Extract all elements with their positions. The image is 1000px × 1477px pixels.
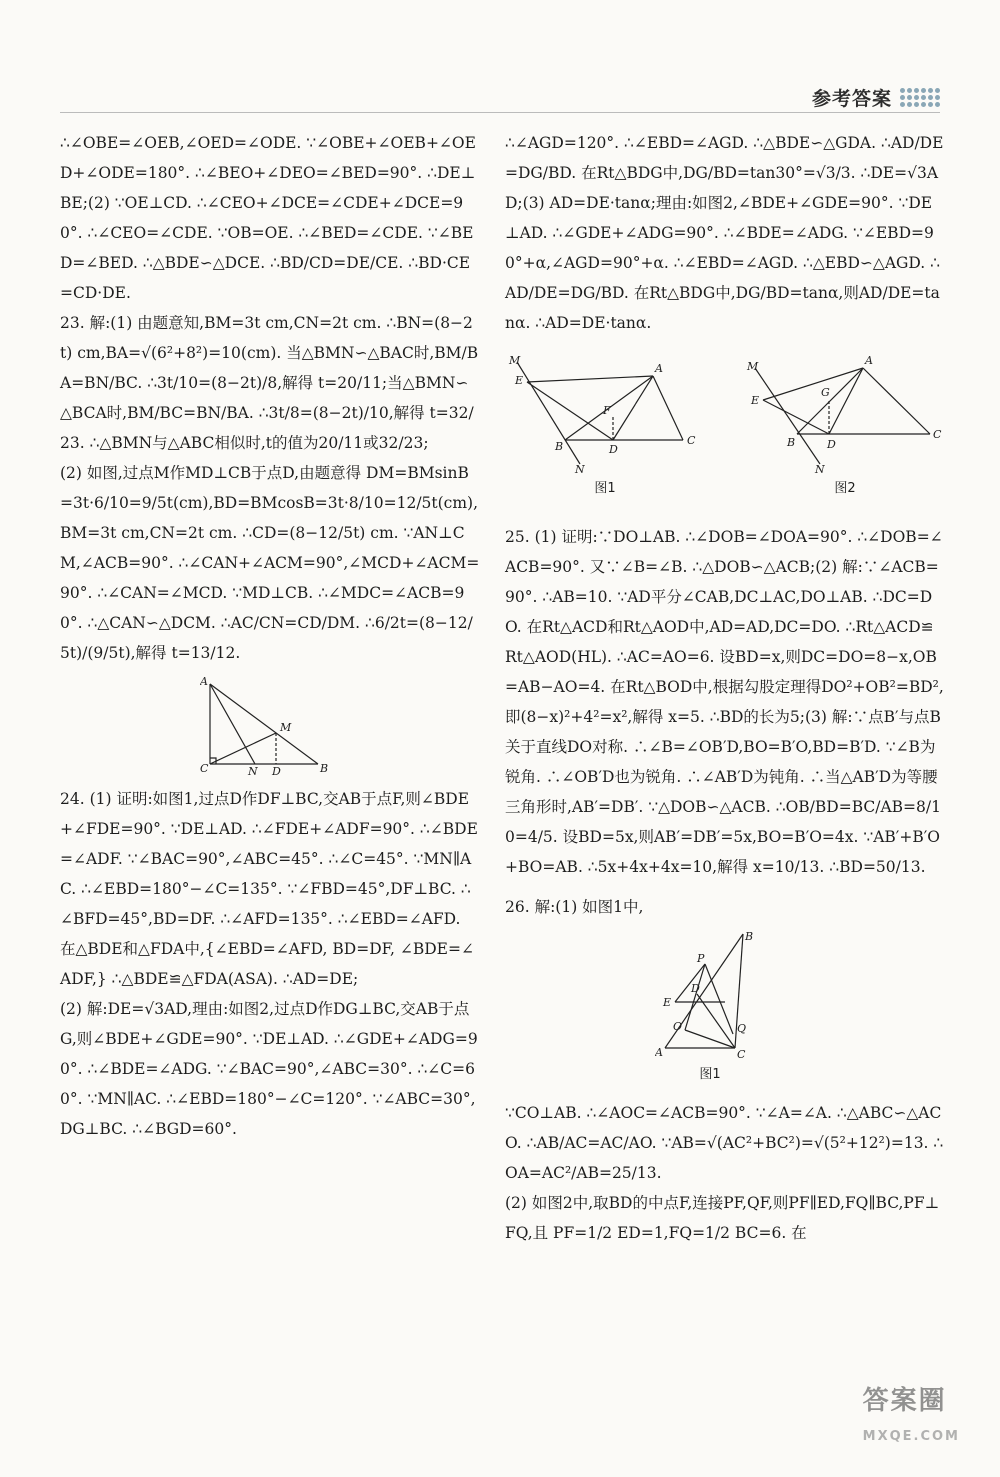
header-rule [60,112,940,113]
fig26-1-label-d: D [691,982,700,995]
fig26-1-label-b: B [745,930,754,943]
answer-22-end: ∴∠OBE=∠OEB,∠OED=∠ODE. ∵∠OBE+∠OEB+∠OED+∠ODE=180°. ∴∠BEO+∠DEO=∠BED=90°. ∴DE⊥BE;(2) ∵OE⊥CD. ∴∠CEO+∠DCE=∠CDE+∠DCE=90°. ∴∠CEO=∠CDE. ∵OB=OE. ∴∠BED=∠CDE. ∵∠BED=∠BED. ∴△BDE∽△DCE. ∴BD/CD=DE/CE. ∴BD·CE=CD·DE. [60,134,476,302]
fig26-1-label-e: E [663,996,672,1009]
figure-24-2 [745,354,945,504]
fig24-2-label-e: E [751,394,760,407]
fig24-1-label-e: E [515,374,524,387]
right-column [505,128,945,1248]
fig23-label-c: C [200,762,209,775]
answer-26-part1: ∵CO⊥AB. ∴∠AOC=∠ACB=90°. ∵∠A=∠A. ∴△ABC∽△ACO. ∴AB/AC=AC/AO. ∵AB=√(AC²+BC²)=√(5²+12²)=13. ∴OA=AC²/AB=25/13. [505,1104,944,1182]
fig23-label-n: N [248,765,258,776]
answer-25: 25. (1) 证明:∵DO⊥AB. ∴∠DOB=∠DOA=90°. ∴∠DOB=∠ACB=90°. 又∵∠B=∠B. ∴△DOB∽△ACB;(2) 解:∵∠ACB=90°. ∴AB=10. ∵AD平分∠CAB,DC⊥AC,DO⊥AB. ∴DC=DO. 在Rt△ACD和Rt△AOD中,AD=AD,DC=DO. ∴Rt△ACD≌Rt△AOD(HL). ∴AC=AO=6. 设BD=x,则DC=DO=8−x,OB=AB−AO=4. 在Rt△BOD中,根据勾股定理得DO²+OB²=BD²,即(8−x)²+4²=x²,解得 x=5. ∴BD的长为5;(3) 解:∵点B′与点B关于直线DO对称. ∴∠B=∠OB′D,BO=B′O,BD=B′D. ∵∠B为锐角. ∴∠OB′D也为锐角. ∴∠AB′D为钝角. ∴当△AB′D为等腰三角形时,AB′=DB′. ∵△DOB∽△ACB. ∴OB/BD=BC/AB=8/10=4/5. 设BD=5x,则AB′=DB′=5x,BO=B′O=4x. ∵AB′+B′O+BO=AB. ∴5x+4x+4x=10,解得 x=10/13. ∴BD=50/13. [505,528,944,876]
fig24-1-label-f: F [603,404,611,417]
fig24-2-label-c: C [933,428,942,441]
fig23-label-m: M [280,721,292,734]
fig26-1-label-q: Q [737,1022,747,1035]
answer-24-part1: 24. (1) 证明:如图1,过点D作DF⊥BC,交AB于点F,则∠BDE+∠FDE=90°. ∵DE⊥AD. ∴∠FDE+∠ADF=90°. ∴∠BDE=∠ADF. ∵∠BAC=90°,∠ABC=45°. ∴∠C=45°. ∵MN∥AC. ∴∠EBD=180°−∠C=135°. ∵∠FBD=45°,DF⊥BC. ∴∠BFD=45°,BD=DF. ∴∠AFD=135°. ∴∠EBD=∠AFD. 在△BDE和△FDA中,{∠EBD=∠AFD, BD=DF, ∠BDE=∠ADF,} ∴△BDE≌△FDA(ASA). ∴AD=DE; [60,790,478,988]
fig23-label-b: B [320,762,329,775]
watermark-site: MXQE.COM [862,1429,960,1444]
answer-24-part2: (2) 解:DE=√3AD,理由:如图2,过点D作DG⊥BC,交AB于点G,则∠BDE+∠GDE=90°. ∵DE⊥AD. ∴∠GDE+∠ADG=90°. ∴∠BDE=∠ADG. ∵∠BAC=90°,∠ABC=30°. ∴∠C=60°. ∵MN∥AC. ∴∠EBD=180°−∠C=120°. ∵∠ABC=30°,DG⊥BC. ∴∠BGD=60°. [60,1000,478,1138]
fig24-1-label-m: M [509,354,521,367]
watermark-logo [863,1380,960,1447]
fig24-1-label-d: D [609,443,618,456]
fig24-2-label-g: G [821,386,830,399]
figure-26-1-caption: 图1 [699,1067,721,1082]
figure-24-1-caption: 图1 [594,481,616,496]
fig26-1-label-a: A [655,1046,663,1059]
left-column [60,128,480,1144]
figures-24 [505,346,945,512]
answer-24-part3: ∴∠AGD=120°. ∴∠EBD=∠AGD. ∴△BDE∽△GDA. ∴AD/DE=DG/BD. 在Rt△BDG中,DG/BD=tan30°=√3/3. ∴DE=√3AD;(3) AD=DE·tanα;理由:如图2,∠BDE+∠GDE=90°. ∵DE⊥AD. ∴∠GDE+∠ADG=90°. ∴∠BDE=∠ADG. ∵∠EBD=90°+α,∠AGD=90°+α. ∴∠EBD=∠AGD. ∴△EBD∽△AGD. ∴AD/DE=DG/BD. 在Rt△BDG中,DG/BD=tanα,则AD/DE=tanα. ∴AD=DE·tanα. [505,134,944,332]
fig24-2-label-n: N [815,463,825,474]
fig24-2-label-a: A [865,354,873,367]
fig23-label-d: D [272,765,281,776]
page-header [812,84,940,111]
fig23-label-a: A [200,676,208,688]
figure-24-1 [505,354,705,504]
figure-23 [200,676,480,776]
fig24-2-label-d: D [827,438,836,451]
answer-26-intro: 26. 解:(1) 如图1中, [505,898,644,916]
fig24-1-label-c: C [687,434,696,447]
fig26-1-label-c: C [737,1048,746,1060]
fig24-1-label-n: N [575,463,585,474]
watermark-text: 答案圈 [862,1386,947,1416]
fig26-1-label-p: P [697,952,705,965]
answer-26-part2: (2) 如图2中,取BD的中点F,连接PF,QF,则PF∥ED,FQ∥BC,PF⊥FQ,且 PF=1/2 ED=1,FQ=1/2 BC=6. 在 [505,1194,940,1242]
fig24-2-label-m: M [747,360,759,373]
fig24-2-label-b: B [787,436,796,449]
fig24-1-label-b: B [555,440,564,453]
figure-24-2-caption: 图2 [834,481,856,496]
answer-23-part2: (2) 如图,过点M作MD⊥CB于点D,由题意得 DM=BMsinB=3t·6/10=9/5t(cm),BD=BMcosB=3t·8/10=12/5t(cm),BM=3t cm,CN=2t cm. ∴CD=(8−12/5t) cm. ∵AN⊥CM,∠ACB=90°. ∴∠CAN+∠ACM=90°,∠MCD+∠ACM=90°. ∴∠CAN=∠MCD. ∵MD⊥CB. ∴∠MDC=∠ACB=90°. ∴△CAN∽△DCM. ∴AC/CN=CD/DM. ∴6/2t=(8−12/5t)/(9/5t),解得 t=13/12. [60,464,480,662]
fig24-1-label-a: A [655,362,663,375]
header-title: 参考答案 [811,88,892,110]
fig26-1-label-o: O [673,1020,683,1033]
figure-26-1 [655,930,765,1090]
answer-23-part1: 23. 解:(1) 由题意知,BM=3t cm,CN=2t cm. ∴BN=(8−2t) cm,BA=√(6²+8²)=10(cm). 当△BMN∽△BAC时,BM/BA=BN/BC. ∴3t/10=(8−2t)/8,解得 t=20/11;当△BMN∽△BCA时,BM/BC=BN/BA. ∴3t/8=(8−2t)/10,解得 t=32/23. ∴△BMN与△ABC相似时,t的值为20/11或32/23; [60,314,479,452]
header-dots-icon [900,88,940,107]
